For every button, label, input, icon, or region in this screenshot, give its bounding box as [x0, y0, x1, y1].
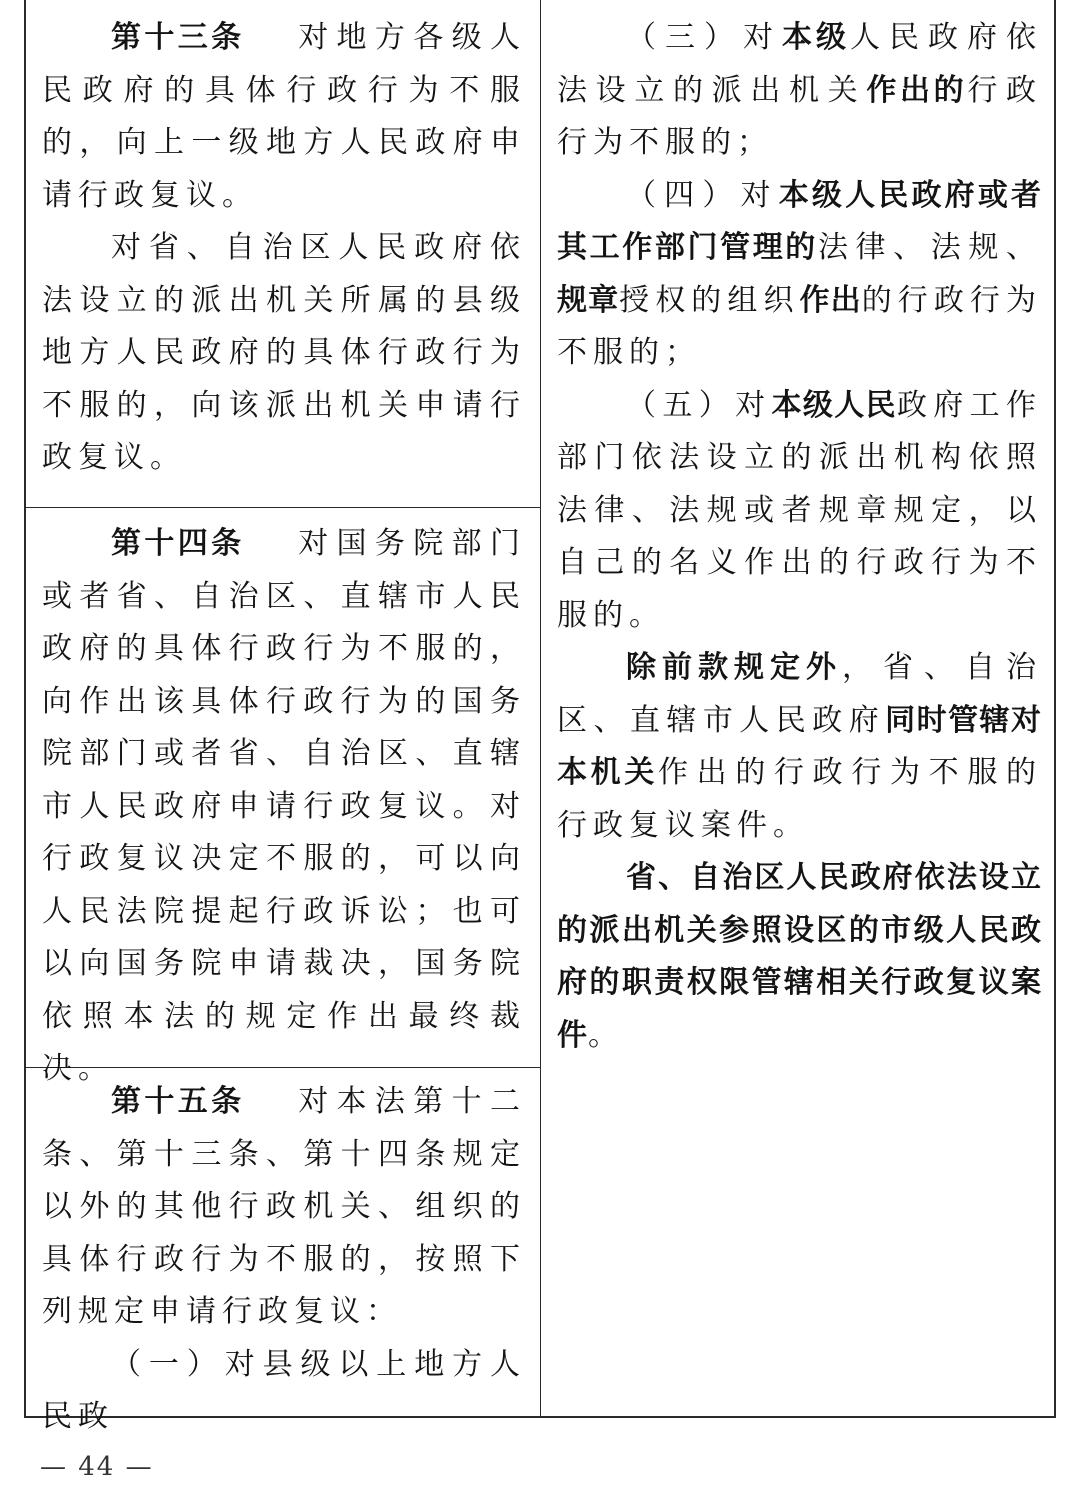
article-15-text-1: 对本法第十二条、第十三条、第十四条规定以外的其他行政机关、组织的具体行政行为不服的，按照下列规定申请行政复议： — [42, 1084, 527, 1329]
item-4-bold-d: 规章 — [557, 282, 620, 318]
item-4-text-e: 授权的组织 — [619, 282, 800, 318]
article-14-title: 第十四条 — [111, 526, 245, 561]
item-3 — [557, 12, 1042, 170]
paragraph-2-text-d: 作出的行政行为不服的行政复议案件。 — [557, 755, 1042, 843]
item-4 — [557, 170, 1042, 380]
paragraph-2 — [557, 642, 1042, 852]
article-13-text-2: 对省、自治区人民政府依法设立的派出机关所属的县级地方人民政府的具体行政行为不服的，向该派出机关申请行政复议。 — [42, 230, 526, 475]
item-5-text-c: 政府工作部门依法设立的派出机构依照法律、法规或者规章规定，以自己的名义作出的行政行为不服的。 — [557, 387, 1043, 633]
article-15-paragraph-2 — [42, 1339, 526, 1444]
item-4-bold-f: 作出 — [799, 282, 862, 318]
column-divider — [540, 0, 541, 1416]
right-column — [557, 12, 1042, 1062]
paragraph-2-bold-c: 同时管辖对本机关 — [557, 702, 1043, 790]
article-14-paragraph-1 — [42, 518, 526, 1096]
item-3-text-e: 行政行为不服的； — [557, 72, 1043, 160]
item-5 — [557, 380, 1042, 643]
article-14 — [42, 518, 526, 1096]
item-3-text-c: 人民政府依法设立的派出机关 — [557, 20, 1042, 108]
item-5-text-a: （五）对 — [626, 387, 772, 423]
item-3-text-a: （三）对 — [626, 20, 782, 55]
article-13-paragraph-2 — [42, 222, 526, 485]
article-15-text-2: （一）对县级以上地方人民政 — [42, 1346, 526, 1434]
item-3-bold-d: 作出的 — [866, 72, 968, 108]
paragraph-2-bold-a: 除前款规定外 — [626, 650, 842, 685]
item-5-bold-b: 本级人民 — [771, 387, 897, 423]
article-15-paragraph-1 — [42, 1076, 526, 1339]
article-15-title: 第十五条 — [111, 1084, 245, 1119]
row-divider-1 — [26, 507, 540, 508]
paragraph-3-bold-a: 省、自治区人民政府依法设立的派出机关参照设区的市级人民政府的职责权限管辖相关行政复议案件 — [557, 860, 1042, 1053]
article-13-text-1: 对地方各级人民政府的具体行政行为不服的，向上一级地方人民政府申请行政复议。 — [42, 20, 527, 213]
paragraph-3 — [557, 852, 1042, 1062]
article-13-paragraph-1 — [42, 12, 526, 222]
article-13 — [42, 12, 526, 485]
item-4-text-c: 法律、法规、 — [817, 230, 1043, 265]
article-13-title: 第十三条 — [111, 20, 245, 55]
item-4-bold-b: 本级人民政府或者其工作部门管理的 — [557, 177, 1043, 265]
article-15 — [42, 1076, 526, 1444]
page-number: — 44 — — [40, 1452, 154, 1482]
article-14-text-1: 对国务院部门或者省、自治区、直辖市人民政府的具体行政行为不服的，向作出该具体行政行为的国务院部门或者省、自治区、直辖市人民政府申请行政复议。对行政复议决定不服的，可以向人民法院提起行政诉讼；也可以向国务院申请裁决，国务院依照本法的规定作出最终裁决。 — [42, 526, 527, 1086]
item-4-text-g: 的行政行为不服的； — [557, 282, 1043, 370]
paragraph-3-text-b: 。 — [588, 1017, 624, 1053]
page-frame — [24, 0, 1056, 1434]
item-4-text-a: （四）对 — [626, 177, 779, 213]
paragraph-2-text-b: ，省、自治区、直辖市人民政府 — [557, 650, 1042, 738]
item-3-bold-b: 本级 — [782, 20, 850, 55]
